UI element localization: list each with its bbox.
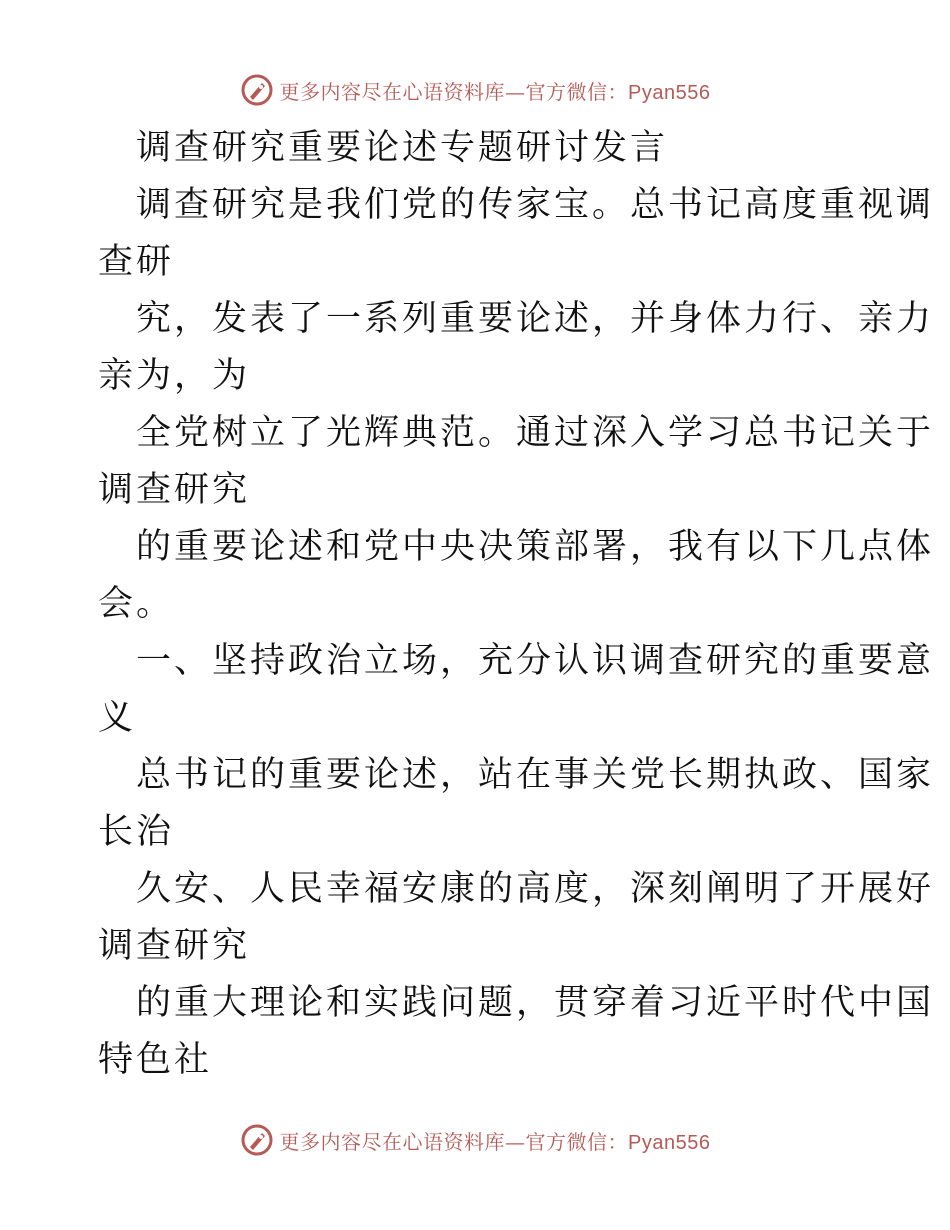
pen-nib-logo-icon xyxy=(240,1123,274,1157)
wechat-id: Pyan556 xyxy=(628,1131,711,1154)
header-watermark xyxy=(0,70,950,110)
footer-watermark-text: 更多内容尽在心语资料库—官方微信：Pyan556 xyxy=(279,1129,711,1154)
pen-nib-logo-icon xyxy=(240,73,274,107)
document-title: 调查研究重要论述专题研讨发言 xyxy=(136,128,669,168)
footer-watermark xyxy=(0,1120,950,1160)
text-line: 调查研究是我们党的传家宝。总书记高度重视调 xyxy=(136,185,935,225)
wechat-id: Pyan556 xyxy=(628,81,711,104)
text-line: 调查研究 xyxy=(98,926,251,966)
text-line: 究，发表了一系列重要论述，并身体力行、亲力 xyxy=(136,299,935,339)
text-line: 亲为，为 xyxy=(98,356,251,396)
text-line: 久安、人民幸福安康的高度，深刻阐明了开展好 xyxy=(136,869,935,909)
header-watermark-text: 更多内容尽在心语资料库—官方微信：Pyan556 xyxy=(279,79,711,104)
text-line: 的重大理论和实践问题，贯穿着习近平时代中国 xyxy=(136,983,935,1023)
document-body xyxy=(98,120,935,1089)
text-line: 会。 xyxy=(98,584,175,624)
text-line: 长治 xyxy=(98,812,175,852)
section-heading-cont: 义 xyxy=(98,698,137,738)
text-line: 查研 xyxy=(98,242,175,282)
text-line: 总书记的重要论述，站在事关党长期执政、国家 xyxy=(136,755,935,795)
text-line: 调查研究 xyxy=(98,470,251,510)
text-line: 特色社 xyxy=(98,1040,213,1080)
section-heading: 一、坚持政治立场，充分认识调查研究的重要意 xyxy=(136,641,935,681)
text-line: 的重要论述和党中央决策部署，我有以下几点体 xyxy=(136,527,935,567)
text-line: 全党树立了光辉典范。通过深入学习总书记关于 xyxy=(136,413,935,453)
